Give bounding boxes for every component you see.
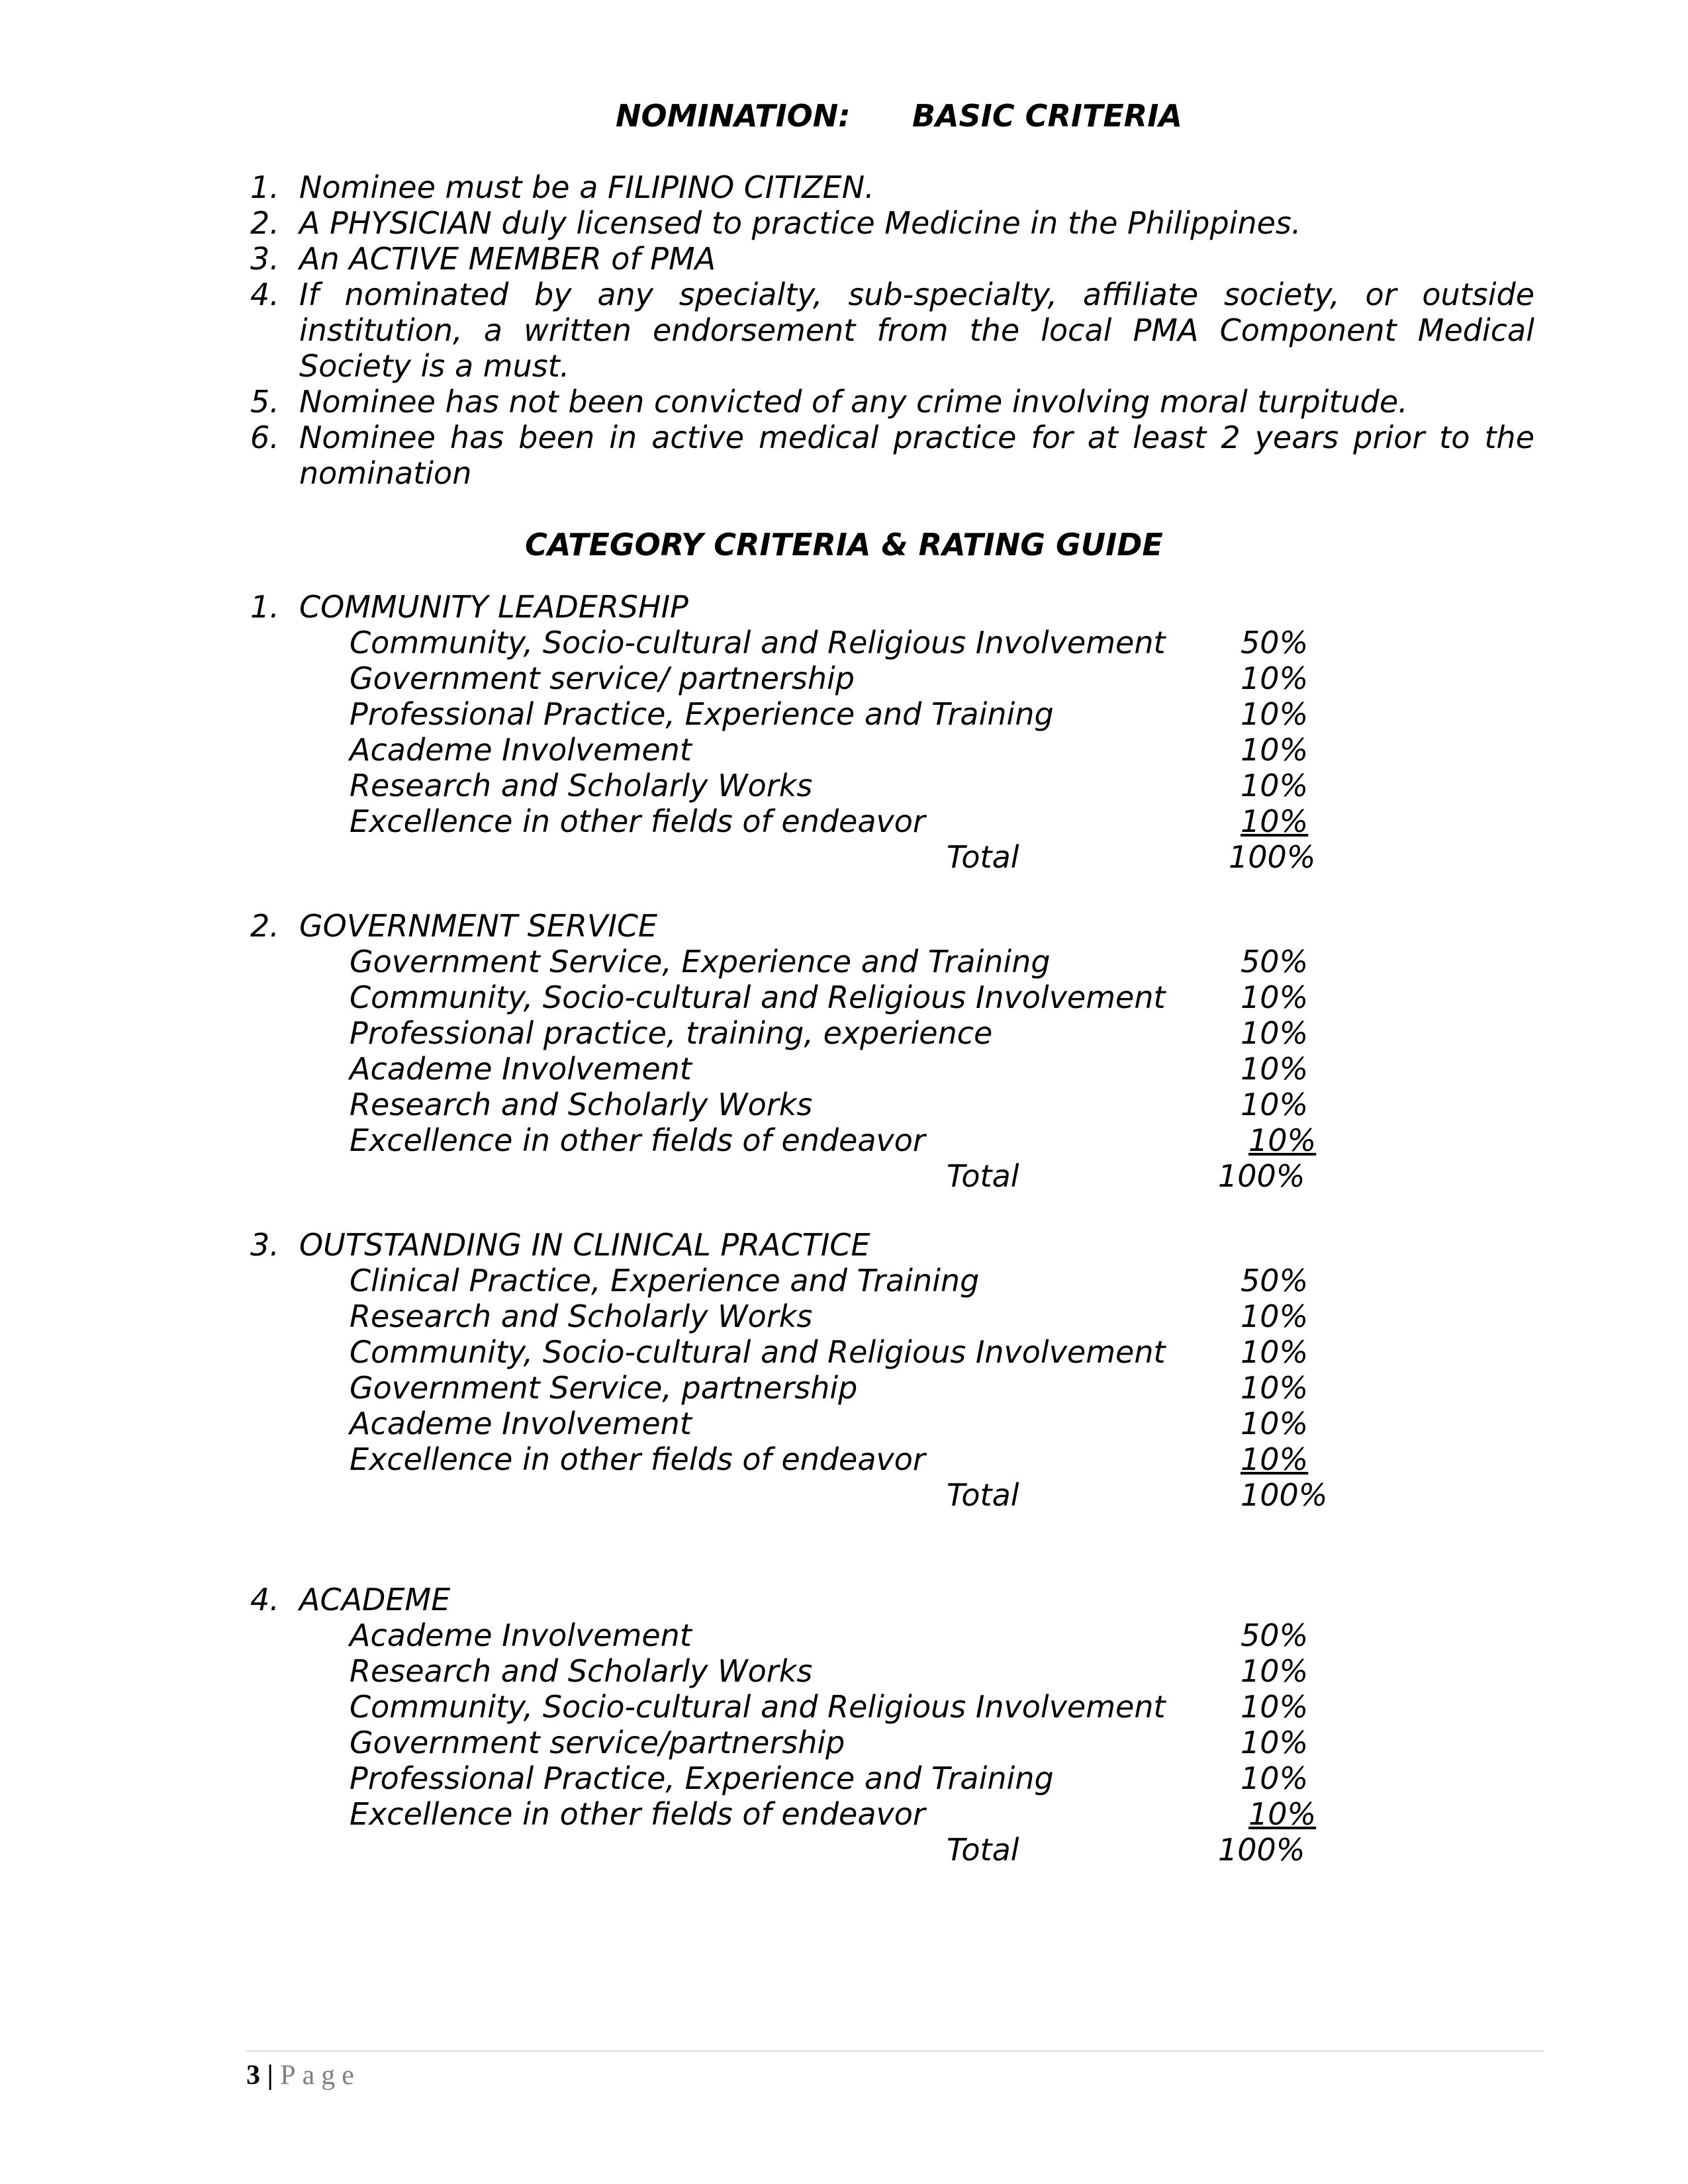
criteria-weight: 10% xyxy=(1241,803,1309,839)
criteria-row xyxy=(250,803,1376,839)
criteria-row xyxy=(250,1298,1376,1334)
criteria-weight: 10% xyxy=(1241,1370,1309,1406)
criteria-label: Research and Scholarly Works xyxy=(350,1087,813,1122)
total-row xyxy=(250,839,1376,875)
item-text: Nominee has been in active medical practice for at least 2 years prior to the nomination xyxy=(299,420,1534,491)
criteria-weight: 10% xyxy=(1241,1653,1309,1689)
criteria-weight: 10% xyxy=(1241,1087,1309,1122)
criteria-weight: 10% xyxy=(1241,1689,1309,1725)
criteria-label: Research and Scholarly Works xyxy=(350,1653,813,1689)
criteria-row xyxy=(250,1015,1376,1051)
list-item xyxy=(250,277,1534,384)
category-clinical-practice xyxy=(250,1227,1376,1513)
category-community-leadership xyxy=(250,589,1376,875)
criteria-row xyxy=(250,1122,1376,1158)
list-item xyxy=(250,169,1534,205)
criteria-weight: 10% xyxy=(1241,1015,1309,1051)
list-item xyxy=(250,384,1534,420)
item-text: Nominee has not been convicted of any crime involving moral turpitude. xyxy=(299,384,1408,420)
criteria-weight: 50% xyxy=(1241,1263,1309,1298)
total-label: Total xyxy=(947,1477,1019,1513)
criteria-row xyxy=(250,1263,1376,1298)
criteria-weight: 50% xyxy=(1241,625,1309,660)
criteria-row xyxy=(250,1406,1376,1441)
criteria-weight: 10% xyxy=(1241,660,1309,696)
criteria-label: Research and Scholarly Works xyxy=(350,1298,813,1334)
category-heading xyxy=(250,1582,1376,1617)
total-label: Total xyxy=(947,1158,1019,1194)
list-item xyxy=(250,205,1534,241)
criteria-weight: 50% xyxy=(1241,944,1309,979)
item-number: 3. xyxy=(250,241,279,277)
criteria-label: Community, Socio-cultural and Religious Involvement xyxy=(350,625,1166,660)
criteria-label: Academe Involvement xyxy=(350,1617,692,1653)
title-left: NOMINATION: xyxy=(616,98,851,134)
title-right: BASIC CRITERIA xyxy=(912,98,1182,134)
total-row xyxy=(250,1832,1376,1868)
criteria-weight: 10% xyxy=(1241,768,1309,803)
criteria-label: Research and Scholarly Works xyxy=(350,768,813,803)
list-item xyxy=(250,420,1534,491)
criteria-row xyxy=(250,1441,1376,1477)
criteria-row xyxy=(250,1334,1376,1370)
criteria-weight: 10% xyxy=(1248,1122,1317,1158)
criteria-label: Academe Involvement xyxy=(350,1051,692,1087)
criteria-weight: 10% xyxy=(1241,979,1309,1015)
criteria-label: Excellence in other fields of endeavor xyxy=(350,1796,925,1832)
criteria-row xyxy=(250,660,1376,696)
criteria-weight: 10% xyxy=(1248,1796,1317,1832)
category-name: GOVERNMENT SERVICE xyxy=(299,908,658,944)
category-name: ACADEME xyxy=(299,1582,451,1617)
criteria-label: Excellence in other fields of endeavor xyxy=(350,803,925,839)
category-heading xyxy=(250,908,1376,944)
criteria-row xyxy=(250,1370,1376,1406)
category-government-service xyxy=(250,908,1376,1194)
footer-divider xyxy=(246,2050,1544,2052)
total-label: Total xyxy=(947,839,1019,875)
total-value: 100% xyxy=(1218,1158,1305,1194)
page-footer xyxy=(246,2060,361,2091)
category-academe xyxy=(250,1582,1376,1868)
category-number: 2. xyxy=(250,908,279,944)
criteria-row xyxy=(250,1760,1376,1796)
criteria-weight: 50% xyxy=(1241,1617,1309,1653)
item-text: If nominated by any specialty, sub-specialty, affiliate society, or outside institution, a written endorsement from the local PMA Component Medical Society is a must. xyxy=(299,277,1534,384)
category-name: OUTSTANDING IN CLINICAL PRACTICE xyxy=(299,1227,870,1263)
total-label: Total xyxy=(947,1832,1019,1868)
criteria-row xyxy=(250,944,1376,979)
total-row xyxy=(250,1477,1376,1513)
item-text: Nominee must be a FILIPINO CITIZEN. xyxy=(299,169,874,205)
item-number: 5. xyxy=(250,384,279,420)
criteria-label: Government Service, partnership xyxy=(350,1370,858,1406)
total-value: 100% xyxy=(1218,1832,1305,1868)
category-name: COMMUNITY LEADERSHIP xyxy=(299,589,688,625)
criteria-weight: 10% xyxy=(1241,1760,1309,1796)
criteria-label: Excellence in other fields of endeavor xyxy=(350,1122,925,1158)
criteria-label: Professional practice, training, experience xyxy=(350,1015,993,1051)
criteria-row xyxy=(250,625,1376,660)
criteria-weight: 10% xyxy=(1241,1051,1309,1087)
criteria-row xyxy=(250,1051,1376,1087)
item-text: An ACTIVE MEMBER of PMA xyxy=(299,241,716,277)
category-number: 1. xyxy=(250,589,279,625)
criteria-label: Community, Socio-cultural and Religious Involvement xyxy=(350,979,1166,1015)
page-number: 3 xyxy=(246,2060,260,2091)
criteria-weight: 10% xyxy=(1241,1298,1309,1334)
criteria-row xyxy=(250,1617,1376,1653)
criteria-label: Government Service, Experience and Training xyxy=(350,944,1051,979)
criteria-label: Government service/ partnership xyxy=(350,660,855,696)
criteria-row xyxy=(250,696,1376,732)
list-item xyxy=(250,241,1534,277)
criteria-label: Professional Practice, Experience and Training xyxy=(350,1760,1054,1796)
criteria-label: Academe Involvement xyxy=(350,732,692,768)
criteria-row xyxy=(250,768,1376,803)
item-number: 1. xyxy=(250,169,279,205)
criteria-label: Clinical Practice, Experience and Training xyxy=(350,1263,980,1298)
criteria-row xyxy=(250,1689,1376,1725)
criteria-row xyxy=(250,1725,1376,1760)
item-number: 4. xyxy=(250,277,279,312)
total-row xyxy=(250,1158,1376,1194)
item-number: 2. xyxy=(250,205,279,241)
criteria-weight: 10% xyxy=(1241,1441,1309,1477)
item-text: A PHYSICIAN duly licensed to practice Medicine in the Philippines. xyxy=(299,205,1301,241)
footer-separator: | xyxy=(267,2060,273,2091)
criteria-label: Government service/partnership xyxy=(350,1725,845,1760)
criteria-row xyxy=(250,1796,1376,1832)
criteria-weight: 10% xyxy=(1241,1406,1309,1441)
criteria-row xyxy=(250,979,1376,1015)
criteria-label: Professional Practice, Experience and Training xyxy=(350,696,1054,732)
category-heading xyxy=(250,1227,1376,1263)
total-value: 100% xyxy=(1241,1477,1328,1513)
criteria-label: Community, Socio-cultural and Religious Involvement xyxy=(350,1689,1166,1725)
criteria-row xyxy=(250,1087,1376,1122)
total-value: 100% xyxy=(1229,839,1316,875)
nomination-title xyxy=(0,98,1688,138)
criteria-weight: 10% xyxy=(1241,696,1309,732)
criteria-weight: 10% xyxy=(1241,732,1309,768)
criteria-label: Community, Socio-cultural and Religious Involvement xyxy=(350,1334,1166,1370)
criteria-weight: 10% xyxy=(1241,1334,1309,1370)
basic-criteria-list xyxy=(250,169,1534,491)
page-word: Page xyxy=(280,2060,361,2091)
criteria-label: Academe Involvement xyxy=(350,1406,692,1441)
criteria-row xyxy=(250,732,1376,768)
criteria-row xyxy=(250,1653,1376,1689)
category-title: CATEGORY CRITERIA & RATING GUIDE xyxy=(525,527,1163,563)
category-heading xyxy=(250,589,1376,625)
criteria-label: Excellence in other fields of endeavor xyxy=(350,1441,925,1477)
item-number: 6. xyxy=(250,420,279,455)
category-number: 3. xyxy=(250,1227,279,1263)
criteria-weight: 10% xyxy=(1241,1725,1309,1760)
category-number: 4. xyxy=(250,1582,279,1617)
